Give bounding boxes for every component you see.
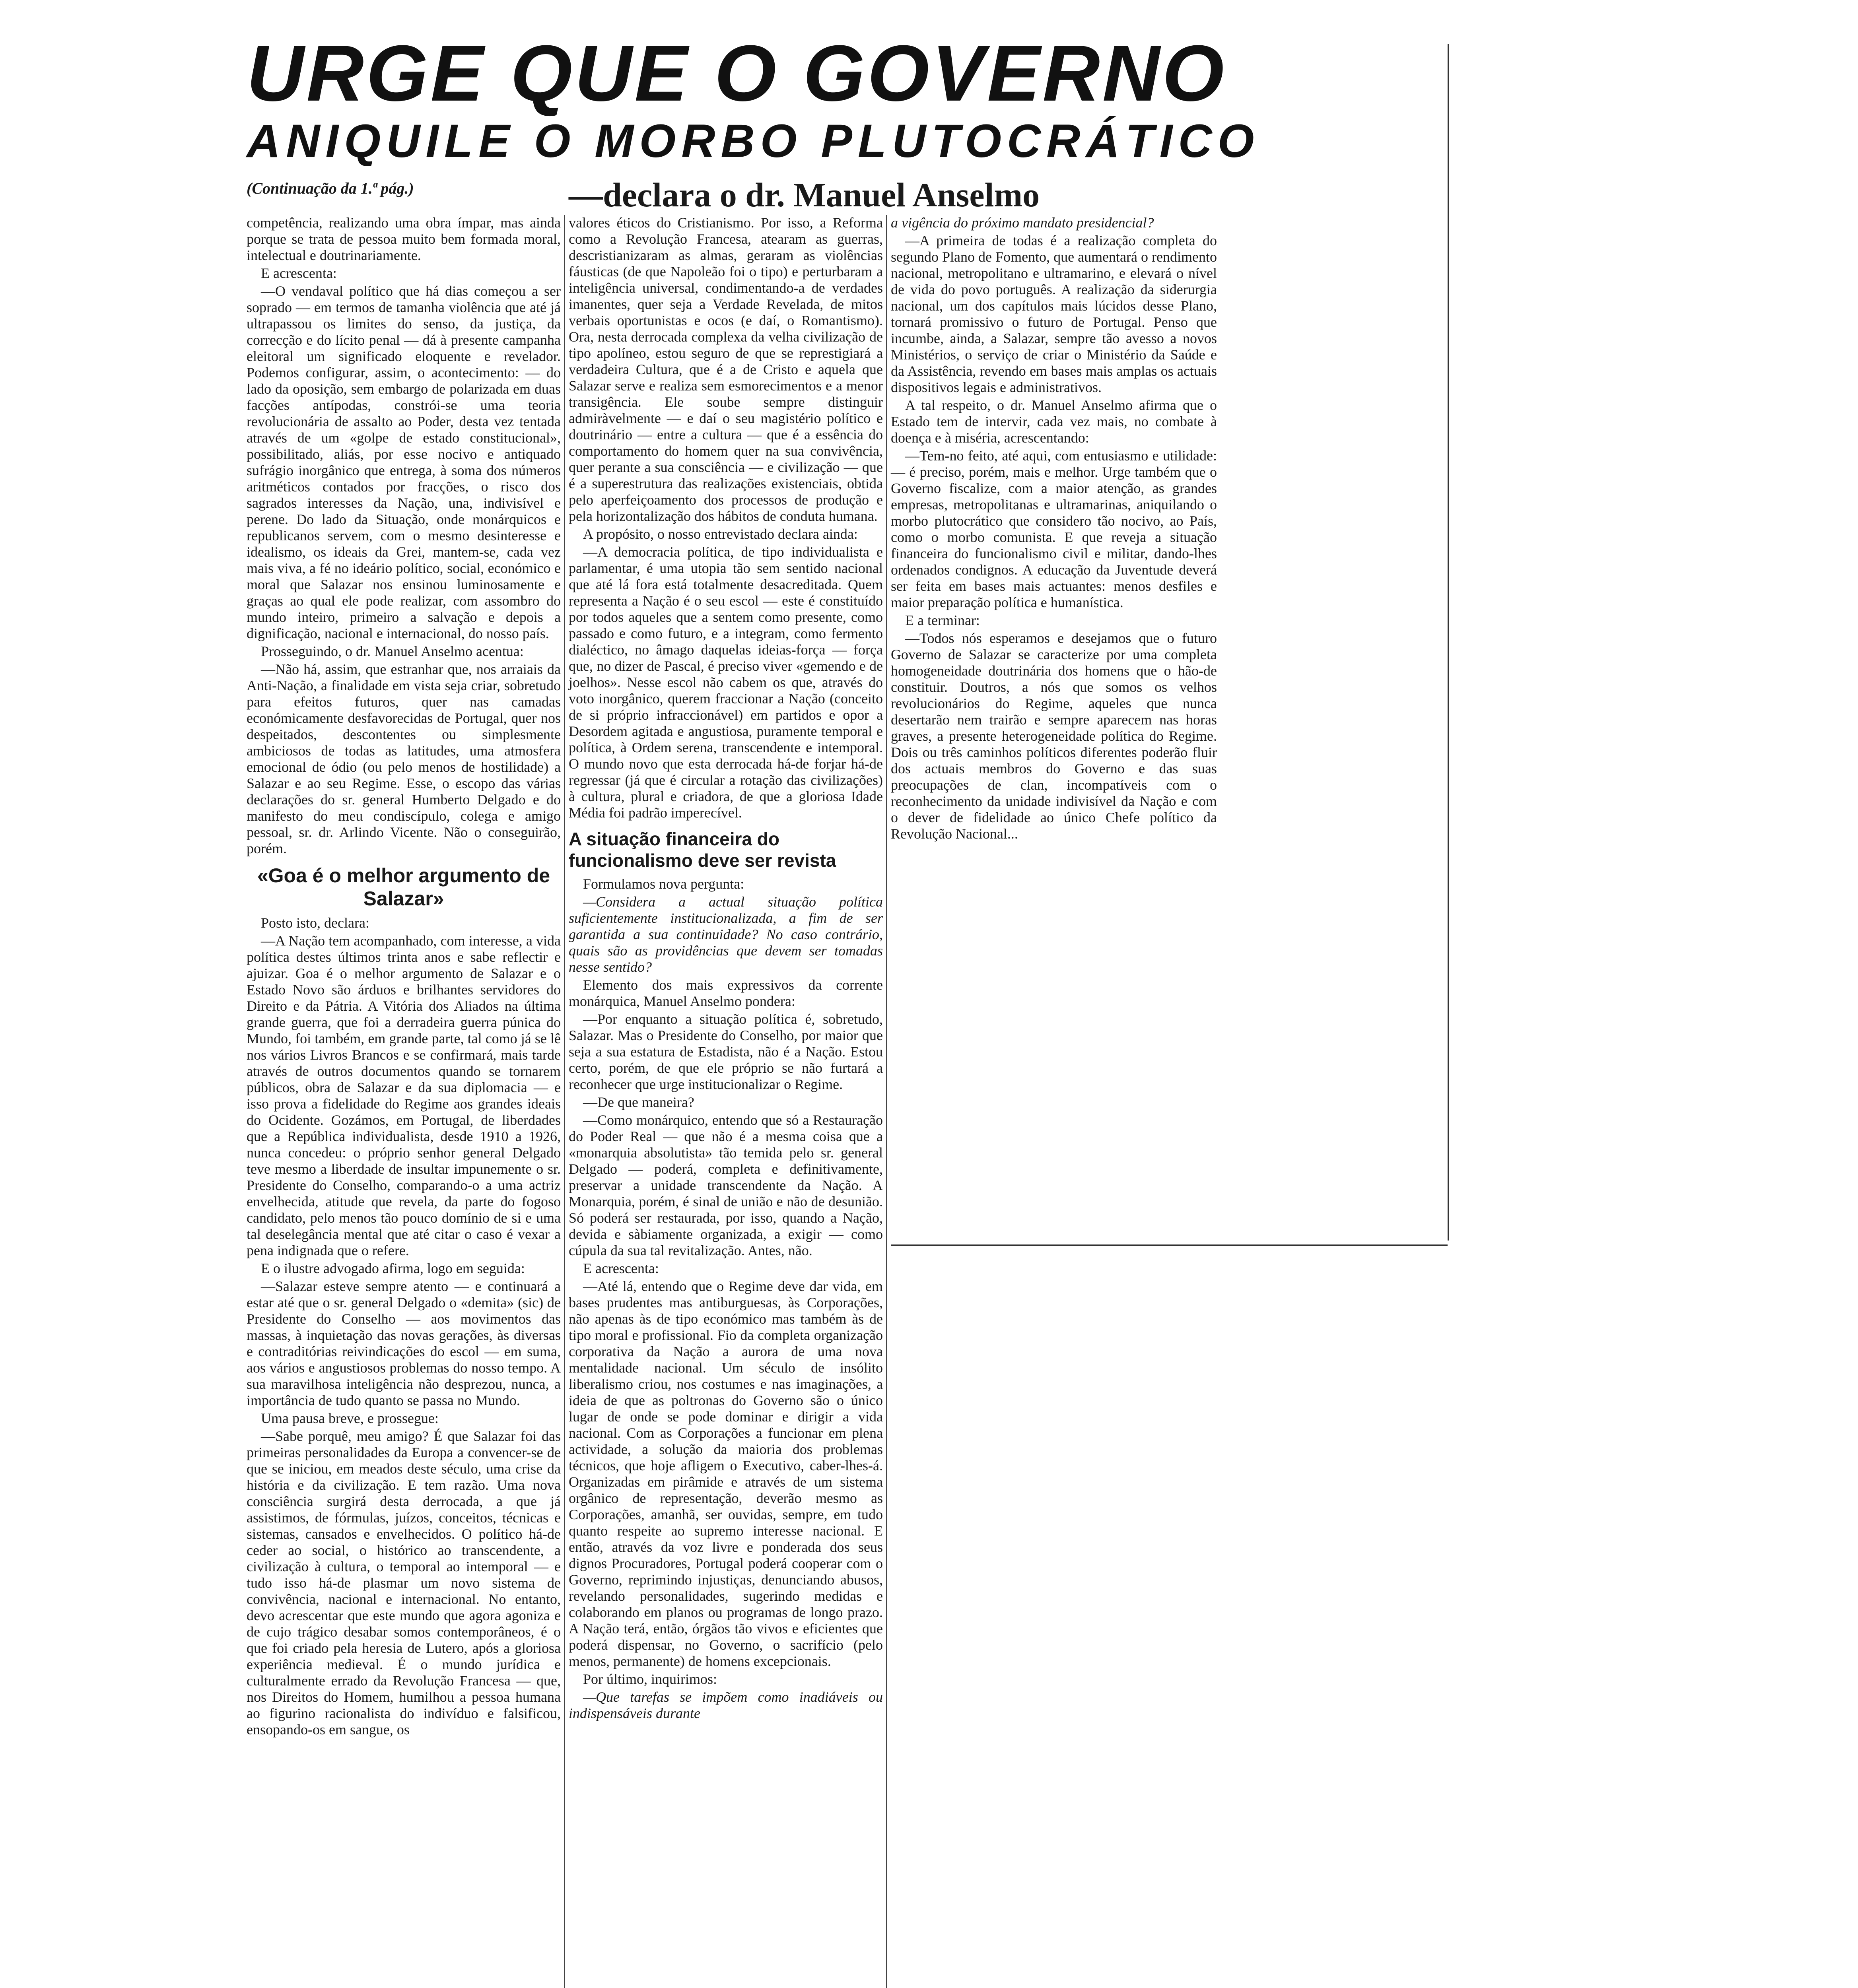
paragraph: —Que tarefas se impõem como inadiáveis ou indispensáveis durante bbox=[569, 1689, 883, 1721]
paragraph: E o ilustre advogado afirma, logo em seguida: bbox=[261, 1260, 525, 1276]
paragraph: E acrescenta: bbox=[583, 1260, 659, 1276]
paragraph: —Considera a actual situação política suficientemente institucionalizada, a fim de ser garantida a sua continuidade? No caso contrário, quais são as providências que devem ser tomadas nesse sentido? bbox=[569, 894, 883, 975]
article-column-2 bbox=[569, 215, 883, 1723]
paragraph: Por último, inquirimos: bbox=[583, 1671, 717, 1687]
paragraph: —Por enquanto a situação política é, sobretudo, Salazar. Mas o Presidente do Conselho, por maior que seja a sua estatura de Estadista, não é a Nação. Estou certo, porém, de que ele próprio se não furtará a reconhecer que urge institucionalizar o Regime. bbox=[569, 1011, 883, 1092]
column-divider-2 bbox=[886, 215, 887, 1988]
paragraph: Uma pausa breve, e prossegue: bbox=[261, 1410, 439, 1426]
paragraph: Prosseguindo, o dr. Manuel Anselmo acentua: bbox=[261, 643, 524, 659]
paragraph: a vigência do próximo mandato presidencial? bbox=[891, 215, 1154, 231]
byline: —declara o dr. Manuel Anselmo bbox=[569, 176, 1040, 214]
paragraph: —Não há, assim, que estranhar que, nos arraiais da Anti-Nação, a finalidade em vista seja criar, sobretudo para efeitos futuros, quer nas camadas económicamente desfavorecidas de Portugal, quer nos despeitados, descontentes ou simplesmente ambiciosos de todas as latitudes, uma atmosfera emocional de ódio (ou pelo menos de hostilidade) a Salazar e ao seu Regime. Esse, o escopo das várias declarações do sr. general Humberto Delgado e do manifesto do meu condiscípulo, colega e amigo pessoal, sr. dr. Arlindo Vicente. Não o conseguirão, porém. bbox=[247, 661, 561, 856]
section-subheading: A situação financeira do funcionalismo deve ser revista bbox=[569, 829, 836, 871]
article-column-3 bbox=[891, 215, 1217, 844]
paragraph: —Salazar esteve sempre atento — e continuará a estar até que o sr. general Delgado o «demita» (sic) de Presidente do Conselho — aos movimentos das massas, à inquietação das novas gerações, às diversas e contraditórias reivindicações do escol — em suma, aos vários e angustiosos problemas do nosso tempo. A sua maravilhosa inteligência não desprezou, nunca, a importância de tudo quanto se passa no Mundo. bbox=[247, 1278, 561, 1408]
paragraph: —O vendaval político que há dias começou a ser soprado — em termos de tamanha violência que até já ultrapassou os limites do senso, da justiça, da correcção e do lícito penal — dá à presente campanha eleitoral um significado eloquente e revelador. Podemos configurar, assim, o acontecimento: — do lado da oposição, sem embargo de polarizada em duas facções antípodas, constrói-se uma teoria revolucionária de assalto ao Poder, desta vez tentada através de um «golpe de estado constitucional», possibilitado, aliás, por esse nocivo e antiquado sufrágio inorgânico que entrega, à soma dos números aritméticos contados por fracções, o risco dos sagrados interesses da Nação, una, indivisível e perene. Do lado da Situação, onde monárquicos e republicanos servem, com o mesmo desinteresse e idealismo, os ideais da Grei, mantem-se, cada vez mais viva, a fé no ideário político, social, económico e moral que Salazar nos ensinou luminosamente e graças ao qual ele pode realizar, com assombro do mundo inteiro, primeiro a salvação e depois a dignificação, nacional e internacional, do nosso país. bbox=[247, 283, 561, 641]
paragraph: Formulamos nova pergunta: bbox=[583, 876, 744, 892]
paragraph: —Tem-no feito, até aqui, com entusiasmo e utilidade: — é preciso, porém, mais e melhor. Urge também que o Governo fiscalize, com a maior atenção, as grandes empresas, metropolitanas e ultramarinas, aniquilando o morbo plutocrático que considero tão nocivo, ao País, como o morbo comunista. E que reveja a situação financeira do funcionalismo civil e militar, dando-lhes ordenados condignos. A educação da Juventude deverá ser feita em bases mais actuantes: menos desfiles e maior preparação política e humanística. bbox=[891, 448, 1217, 610]
paragraph: —Como monárquico, entendo que só a Restauração do Poder Real — que não é a mesma coisa que a «monarquia absolutista» tão temida pelo sr. general Delgado — poderá, completa e definitivamente, preservar a unidade transcendente da Nação. A Monarquia, porém, é sinal de união e não de desunião. Só poderá ser restaurada, por isso, quando a Nação, devida e sàbiamente organizada, a exigir — como cúpula da sua tal revitalização. Antes, não. bbox=[569, 1112, 883, 1258]
paragraph: competência, realizando uma obra ímpar, mas ainda porque se trata de pessoa muito bem formada moral, intelectual e doutrinariamente. bbox=[247, 215, 561, 263]
paragraph: —Todos nós esperamos e desejamos que o futuro Governo de Salazar se caracterize por uma completa homogeneidade doutrinária dos homens que o hão-de constituir. Doutros, a nós que somos os velhos revolucionários do Regime, aqueles que nunca desertarão nem trairão e sempre aparecem nas horas graves, a presente heterogeneidade política do Regime. Dois ou três caminhos políticos diferentes poderão fluir dos actuais membros do Governo e das suas preocupações de clan, incompatíveis com o reconhecimento da unidade indivisível da Nação e com o dever de fidelidade ao único Chefe político da Revolução Nacional... bbox=[891, 630, 1217, 842]
paragraph: —Sabe porquê, meu amigo? É que Salazar foi das primeiras personalidades da Europa a convencer-se de que se iniciou, em meados deste século, uma crise da história e da civilização. E tem razão. Uma nova consciência surgirá desta derrocada, a que já assistimos, de fórmulas, juízos, conceitos, técnicas e sistemas, cansados e envelhecidos. O político há-de ceder ao social, o histórico ao transcendente, a civilização à cultura, o temporal ao intemporal — e tudo isso há-de plasmar um novo sistema de convivência, nacional e internacional. No entanto, devo acrescentar que este mundo que agora agoniza e de cujo trágico desabar somos contemporâneos, é o que foi criado pela heresia de Lutero, após a gloriosa experiência medieval. É o mundo jurídica e culturalmente errado da Revolução Francesa — que, nos Direitos do Homem, humilhou a pessoa humana ao figurino racionalista do indivíduo e falsificou, ensopando-os em sangue, os bbox=[247, 1428, 561, 1738]
paragraph: A propósito, o nosso entrevistado declara ainda: bbox=[583, 526, 858, 542]
paragraph: —A primeira de todas é a realização completa do segundo Plano de Fomento, que aumentará o rendimento nacional, metropolitano e ultramarino, e elevará o nível de vida do povo português. A realização da siderurgia nacional, um dos capítulos mais lúcidos desse Plano, tornará promissivo o futuro de Portugal. Penso que incumbe, ainda, a Salazar, sempre tão avesso a novos Ministérios, o serviço de criar o Ministério da Saúde e da Assistência, revendo em bases mais amplas os actuais dispositivos legais e administrativos. bbox=[891, 233, 1217, 395]
paragraph: Posto isto, declara: bbox=[261, 915, 369, 931]
paragraph: A tal respeito, o dr. Manuel Anselmo afirma que o Estado tem de intervir, cada vez mais, no combate à doença e à miséria, acrescentando: bbox=[891, 397, 1217, 446]
paragraph: —A Nação tem acompanhado, com interesse, a vida política destes últimos trinta anos e sabe reflectir e ajuizar. Goa é o melhor argumento de Salazar e o Estado Novo são árduos e brilhantes servidores do Direito e da Pátria. A Vitória dos Aliados na última grande guerra, que foi a derradeira guerra púnica do Mundo, foi também, em grande parte, tal como já se lê nos vários Livros Brancos e se confirmará, mais tarde através de outros documentos quando se tornarem públicos, obra de Salazar e da sua diplomacia — e isso prova a fidelidade do Regime aos grandes ideais do Ocidente. Gozámos, em Portugal, de liberdades que a República individualista, desde 1910 a 1926, nunca concedeu: o próprio senhor general Delgado teve mesmo a liberdade de insultar impunemente o sr. Presidente do Conselho, comparando-o a uma actriz envelhecida, atitude que revela, da parte do fogoso candidato, pelo menos tão pouco domínio de si e uma tal deselegância mental que até citar o caso é vexar a pena indignada que o refere. bbox=[247, 933, 561, 1258]
article-column-1 bbox=[247, 215, 561, 1740]
paragraph: valores éticos do Cristianismo. Por isso, a Reforma como a Revolução Francesa, atearam as guerras, descristianizaram as almas, geraram as violências fáusticas (de que Napoleão foi o tipo) e perturbaram a inteligência universal, condimentando-a de verdades imanentes, quer seja a Verdade Revelada, de mitos verbais oportunistas e ocos (e daí, o Romantismo). Ora, nesta derrocada complexa da velha civilização de tipo apolíneo, estou seguro de que se represtigiará a verdadeira Cultura, que é a de Cristo e aquela que Salazar serve e realiza sem esmorecimentos e a menor transigência. Ele soube sempre distinguir admiràvelmente — e daí o seu magistério político e doutrinário — entre a cultura — que é a essência do comportamento do homem quer na sua convivência, quer perante a sua consciência — e civilização — que é a superestrutura das realizações existenciais, obtida pelo aperfeiçoamento dos processos de produção e pela horizontalização dos hábitos de conduta humana. bbox=[569, 215, 883, 524]
newspaper-clipping bbox=[239, 28, 1260, 1988]
paragraph: —De que maneira? bbox=[583, 1094, 694, 1110]
headline: URGE QUE O GOVERNO bbox=[247, 29, 1226, 118]
column-divider-1 bbox=[564, 215, 565, 1988]
box-border-right bbox=[1448, 44, 1449, 1241]
continuation-note: (Continuação da 1.ª pág.) bbox=[247, 179, 414, 197]
paragraph: Elemento dos mais expressivos da corrente monárquica, Manuel Anselmo pondera: bbox=[569, 977, 883, 1009]
paragraph: —A democracia política, de tipo individualista e parlamentar, é uma utopia tão sem sentido nacional que até lá fora está totalmente desacreditada. Quem representa a Nação é o seu escol — este é constituído por todos aqueles que a sentem como presente, como passado e como futuro, e a integram, como fermento dialéctico, no âmago daquelas ideias-força — força que, no dizer de Pascal, é preciso viver «gemendo e de joelhos». Nesse escol não cabem os que, através do voto inorgânico, querem fraccionar a Nação (conceito de si próprio infraccionável) em partidos e opor a Desordem agitada e angustiosa, puramente temporal e política, à Ordem serena, transcendente e intemporal. O mundo novo que esta derrocada há-de forjar há-de regressar (já que é circular a rotação das civilizações) à cultura, plural e criadora, de que a gloriosa Idade Média foi padrão imperecível. bbox=[569, 544, 883, 821]
section-subheading: «Goa é o melhor argumento de Salazar» bbox=[257, 864, 550, 910]
box-border-bottom bbox=[891, 1244, 1448, 1246]
subheadline: ANIQUILE O MORBO PLUTOCRÁTICO bbox=[247, 115, 1260, 167]
paragraph: E a terminar: bbox=[905, 612, 980, 628]
paragraph: —Até lá, entendo que o Regime deve dar vida, em bases prudentes mas antiburguesas, às Corporações, não apenas às de tipo económico mas também às de tipo moral e profissional. Fio da completa organização corporativa da Nação a aurora de uma nova mentalidade nacional. Um século de insólito liberalismo criou, nos costumes e nas imaginações, a ideia de que as poltronas do Governo são o único lugar de onde se pode dominar e dirigir a vida nacional. Com as Corporações a funcionar em plena actividade, a solução da maioria dos problemas técnicos, que hoje afligem o Executivo, caber-lhes-á. Organizadas em pirâmide e através de um sistema orgânico de representação, deverão mesmo as Corporações, amanhã, ser ouvidas, sempre, em tudo quanto respeite ao supremo interesse nacional. E então, através da voz livre e ponderada dos seus dignos Procuradores, Portugal poderá cooperar com o Governo, reprimindo injustiças, denunciando abusos, revelando personalidades, sugerindo medidas e colaborando em planos ou programas de longo prazo. A Nação terá, então, órgãos tão vivos e eficientes que poderá dispensar, no Governo, o sacrifício (pelo menos, permanente) de homens excepcionais. bbox=[569, 1278, 883, 1669]
paragraph: E acrescenta: bbox=[261, 265, 337, 281]
